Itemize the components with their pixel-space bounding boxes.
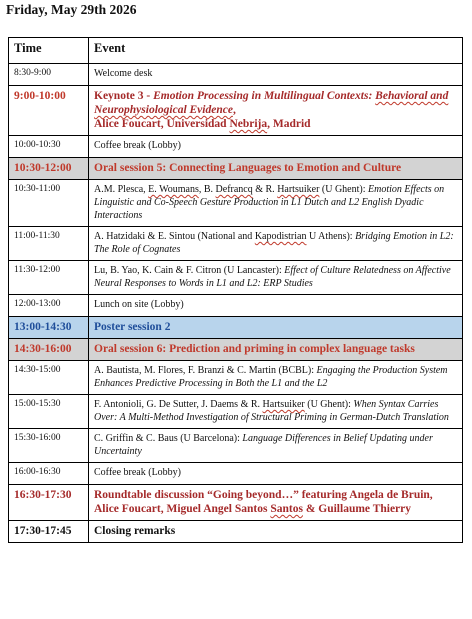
- talk-title: Emotion Effects on Linguistic and Co-Speech Gesture Production in L1 Dutch and L2 English Dyadic Interactions: [94, 184, 445, 221]
- time-column-header: Time: [9, 38, 89, 64]
- schedule-row-break-2: [9, 463, 463, 485]
- time-cell: 17:30-17:45: [9, 521, 89, 543]
- talk-title: Effect of Culture Relatedness on Affective Neural Responses to Words in L1 and L2: ERP Studies: [94, 265, 451, 289]
- schedule-row-talk: [9, 429, 463, 463]
- event-cell: Oral session 5: Connecting Languages to Emotion and Culture: [89, 158, 463, 180]
- schedule-row-talk: [9, 227, 463, 261]
- talk-title: Language Differences in Belief Updating under Uncertainty: [94, 433, 433, 457]
- time-cell: 13:00-14:30: [9, 317, 89, 339]
- talk-title: Bridging Emotion in L2: The Role of Cognates: [94, 231, 454, 255]
- event-cell: Oral session 6: Prediction and priming in complex language tasks: [89, 339, 463, 361]
- time-cell: 14:30-15:00: [9, 361, 89, 395]
- schedule-row-talk: [9, 261, 463, 295]
- time-cell: 11:30-12:00: [9, 261, 89, 295]
- time-cell: 16:00-16:30: [9, 463, 89, 485]
- event-cell: Roundtable discussion “Going beyond…” featuring Angela de Bruin, Alice Foucart, Miguel Angel Santos Santos & Guillaume Thierry: [89, 485, 463, 521]
- keynote-speaker: Alice Foucart, Universidad Nebrija, Madrid: [94, 118, 311, 130]
- schedule-row-keynote: [9, 86, 463, 136]
- schedule-row-break-1: [9, 136, 463, 158]
- schedule-row-talk: [9, 361, 463, 395]
- time-cell: 10:30-11:00: [9, 180, 89, 227]
- schedule-row-welcome: [9, 64, 463, 86]
- schedule-row-oral-session-6: [9, 339, 463, 361]
- event-cell: Poster session 2: [89, 317, 463, 339]
- event-cell: C. Griffin & C. Baus (U Barcelona): Language Differences in Belief Updating under Uncertainty: [89, 429, 463, 463]
- event-cell: Closing remarks: [89, 521, 463, 543]
- time-cell: 11:00-11:30: [9, 227, 89, 261]
- schedule-row-closing: [9, 521, 463, 543]
- time-cell: 15:00-15:30: [9, 395, 89, 429]
- event-cell: A. Bautista, M. Flores, F. Branzi & C. Martin (BCBL): Engaging the Production System Enhances Predictive Processing in Both the L1 and the L2: [89, 361, 463, 395]
- time-cell: 15:30-16:00: [9, 429, 89, 463]
- event-cell: Welcome desk: [89, 64, 463, 86]
- talk-title: When Syntax Carries Over: A Multi-Method Investigation of Structural Priming in German-Dutch Translation: [94, 399, 449, 423]
- time-cell: 10:30-12:00: [9, 158, 89, 180]
- keynote-title: Emotion Processing in Multilingual Contexts: Behavioral and Neurophysiological Evidence: [94, 90, 449, 116]
- talk-title: Engaging the Production System Enhances Predictive Processing in Both the L1 and the L2: [94, 365, 448, 389]
- time-cell: 14:30-16:00: [9, 339, 89, 361]
- page-heading: Friday, May 29th 2026: [6, 2, 137, 17]
- event-cell: A. Hatzidaki & E. Sintou (National and Kapodistrian U Athens): Bridging Emotion in L2: The Role of Cognates: [89, 227, 463, 261]
- time-cell: 8:30-9:00: [9, 64, 89, 86]
- event-column-header: Event: [89, 38, 463, 64]
- event-cell: Lu, B. Yao, K. Cain & F. Citron (U Lancaster): Effect of Culture Relatedness on Affective Neural Responses to Words in L1 and L2: ERP Studies: [89, 261, 463, 295]
- event-cell: Lunch on site (Lobby): [89, 295, 463, 317]
- event-cell: F. Antonioli, G. De Sutter, J. Daems & R. Hartsuiker (U Ghent): When Syntax Carries Over: A Multi-Method Investigation of Structural Priming in German-Dutch Translation: [89, 395, 463, 429]
- event-cell: Coffee break (Lobby): [89, 463, 463, 485]
- time-cell: 9:00-10:00: [9, 86, 89, 136]
- time-cell: 16:30-17:30: [9, 485, 89, 521]
- schedule-row-lunch: [9, 295, 463, 317]
- time-cell: 12:00-13:00: [9, 295, 89, 317]
- time-cell: 10:00-10:30: [9, 136, 89, 158]
- schedule-row-talk: [9, 180, 463, 227]
- schedule-row-oral-session-5: [9, 158, 463, 180]
- keynote-prefix: Keynote 3 -: [94, 90, 154, 102]
- schedule-row-poster-session: [9, 317, 463, 339]
- schedule-row-talk: [9, 395, 463, 429]
- schedule-row-roundtable: [9, 485, 463, 521]
- event-cell: Coffee break (Lobby): [89, 136, 463, 158]
- schedule-table: [8, 37, 463, 543]
- header-row: [9, 38, 463, 64]
- event-cell: Keynote 3 - Emotion Processing in Multilingual Contexts: Behavioral and Neurophysiological Evidence, Alice Foucart, Universidad Nebrija, Madrid: [89, 86, 463, 136]
- event-cell: A.M. Plesca, E. Woumans, B. Defrancq & R. Hartsuiker (U Ghent): Emotion Effects on Linguistic and Co-Speech Gesture Production in L1 Dutch and L2 English Dyadic Interactions: [89, 180, 463, 227]
